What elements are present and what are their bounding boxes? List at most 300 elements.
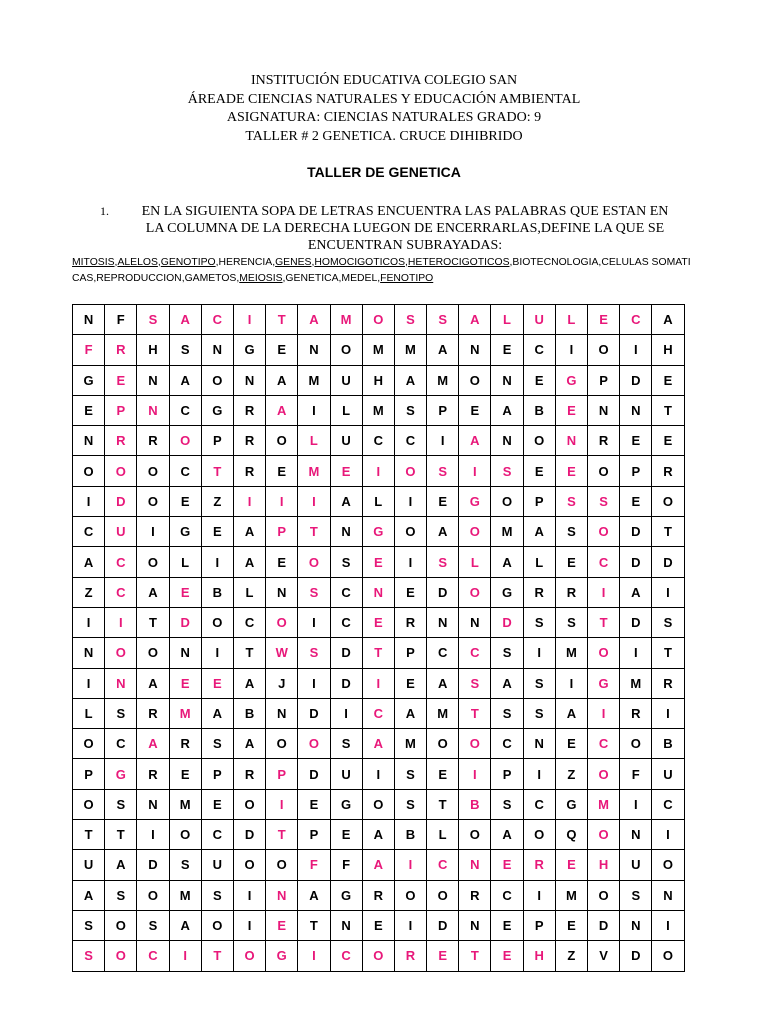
grid-cell: T — [652, 395, 684, 425]
grid-cell: A — [491, 668, 523, 698]
grid-cell: M — [588, 789, 620, 819]
grid-cell: I — [588, 698, 620, 728]
grid-cell: H — [523, 941, 555, 971]
grid-cell: S — [652, 607, 684, 637]
grid-cell: S — [555, 607, 587, 637]
grid-cell: O — [73, 729, 105, 759]
grid-cell: R — [233, 456, 265, 486]
grid-cell: P — [523, 910, 555, 940]
grid-cell: R — [588, 426, 620, 456]
grid-cell: O — [588, 456, 620, 486]
grid-cell: D — [588, 910, 620, 940]
underlined-word: MEIOSIS — [239, 272, 283, 284]
grid-cell: D — [427, 910, 459, 940]
grid-cell: R — [137, 426, 169, 456]
word-list-text: ,GENETICA,MEDEL, — [282, 272, 381, 284]
grid-row — [73, 577, 685, 607]
grid-cell: D — [620, 365, 652, 395]
grid-cell: E — [652, 426, 684, 456]
grid-cell: R — [652, 456, 684, 486]
grid-cell: E — [266, 547, 298, 577]
grid-cell: D — [620, 941, 652, 971]
grid-cell: T — [201, 456, 233, 486]
grid-cell: A — [233, 668, 265, 698]
grid-cell: N — [298, 335, 330, 365]
grid-cell: E — [555, 910, 587, 940]
grid-cell: G — [555, 365, 587, 395]
grid-cell: A — [105, 850, 137, 880]
grid-cell: R — [620, 698, 652, 728]
grid-cell: A — [169, 305, 201, 335]
grid-cell: E — [427, 941, 459, 971]
grid-cell: T — [459, 698, 491, 728]
grid-cell: M — [427, 698, 459, 728]
grid-cell: I — [233, 486, 265, 516]
grid-cell: Z — [555, 759, 587, 789]
grid-cell: O — [169, 820, 201, 850]
grid-cell: A — [427, 668, 459, 698]
grid-cell: H — [588, 850, 620, 880]
grid-cell: N — [588, 395, 620, 425]
grid-cell: N — [137, 395, 169, 425]
grid-cell: G — [169, 517, 201, 547]
grid-cell: O — [620, 729, 652, 759]
grid-row — [73, 789, 685, 819]
grid-cell: C — [330, 607, 362, 637]
grid-cell: P — [427, 395, 459, 425]
grid-cell: I — [652, 910, 684, 940]
grid-cell: D — [169, 607, 201, 637]
grid-cell: A — [137, 668, 169, 698]
grid-row — [73, 850, 685, 880]
grid-cell: O — [137, 638, 169, 668]
grid-cell: O — [362, 789, 394, 819]
grid-cell: O — [588, 759, 620, 789]
grid-cell: S — [201, 729, 233, 759]
grid-cell: I — [394, 486, 426, 516]
grid-cell: A — [330, 486, 362, 516]
grid-cell: A — [427, 335, 459, 365]
grid-cell: I — [523, 638, 555, 668]
grid-cell: U — [330, 365, 362, 395]
grid-cell: I — [298, 607, 330, 637]
grid-cell: T — [298, 910, 330, 940]
grid-cell: T — [427, 789, 459, 819]
grid-cell: C — [459, 638, 491, 668]
grid-cell: N — [652, 880, 684, 910]
grid-cell: R — [137, 698, 169, 728]
grid-cell: C — [362, 698, 394, 728]
grid-cell: G — [73, 365, 105, 395]
grid-cell: O — [588, 638, 620, 668]
grid-cell: G — [266, 941, 298, 971]
grid-cell: P — [201, 759, 233, 789]
grid-cell: N — [491, 365, 523, 395]
grid-cell: M — [169, 880, 201, 910]
grid-cell: R — [523, 577, 555, 607]
grid-row — [73, 486, 685, 516]
grid-cell: U — [330, 426, 362, 456]
grid-cell: I — [555, 668, 587, 698]
grid-cell: N — [491, 426, 523, 456]
grid-cell: I — [588, 577, 620, 607]
grid-cell: M — [555, 880, 587, 910]
grid-cell: I — [201, 638, 233, 668]
grid-cell: O — [298, 729, 330, 759]
grid-cell: C — [620, 305, 652, 335]
grid-cell: M — [427, 365, 459, 395]
grid-row — [73, 426, 685, 456]
grid-cell: N — [266, 880, 298, 910]
grid-cell: C — [362, 426, 394, 456]
grid-cell: N — [523, 729, 555, 759]
grid-cell: S — [394, 789, 426, 819]
word-list-text: , — [114, 257, 118, 268]
grid-cell: S — [298, 638, 330, 668]
word-list-text: ,HERENCIA, — [215, 257, 276, 268]
grid-cell: O — [459, 577, 491, 607]
grid-cell: N — [105, 668, 137, 698]
grid-cell: B — [394, 820, 426, 850]
grid-cell: E — [427, 486, 459, 516]
grid-cell: O — [137, 880, 169, 910]
grid-cell: N — [459, 607, 491, 637]
grid-cell: L — [362, 486, 394, 516]
underlined-word: ALELOS — [117, 257, 158, 268]
instruction — [100, 203, 700, 254]
grid-row — [73, 607, 685, 637]
grid-cell: T — [459, 941, 491, 971]
grid-cell: I — [137, 820, 169, 850]
grid-cell: R — [652, 668, 684, 698]
grid-cell: I — [73, 486, 105, 516]
grid-cell: Z — [73, 577, 105, 607]
grid-cell: E — [362, 547, 394, 577]
grid-cell: B — [459, 789, 491, 819]
grid-cell: A — [362, 820, 394, 850]
grid-cell: N — [620, 395, 652, 425]
grid-cell: E — [201, 668, 233, 698]
grid-cell: D — [427, 577, 459, 607]
grid-cell: S — [427, 456, 459, 486]
grid-row — [73, 910, 685, 940]
grid-cell: D — [137, 850, 169, 880]
grid-cell: D — [620, 517, 652, 547]
grid-cell: F — [620, 759, 652, 789]
grid-cell: S — [394, 395, 426, 425]
grid-cell: O — [588, 880, 620, 910]
grid-cell: I — [620, 789, 652, 819]
grid-cell: I — [233, 910, 265, 940]
grid-cell: O — [233, 941, 265, 971]
grid-cell: C — [201, 305, 233, 335]
grid-cell: L — [169, 547, 201, 577]
grid-cell: D — [330, 638, 362, 668]
grid-cell: I — [620, 335, 652, 365]
grid-cell: O — [201, 910, 233, 940]
grid-cell: B — [652, 729, 684, 759]
grid-cell: O — [459, 517, 491, 547]
grid-cell: L — [459, 547, 491, 577]
grid-cell: S — [459, 668, 491, 698]
grid-cell: G — [555, 789, 587, 819]
grid-cell: T — [73, 820, 105, 850]
grid-cell: R — [233, 395, 265, 425]
grid-cell: L — [523, 547, 555, 577]
grid-cell: S — [427, 305, 459, 335]
grid-cell: S — [201, 880, 233, 910]
grid-cell: N — [330, 910, 362, 940]
grid-cell: C — [105, 547, 137, 577]
grid-cell: A — [459, 305, 491, 335]
grid-cell: S — [427, 547, 459, 577]
grid-cell: V — [588, 941, 620, 971]
grid-cell: A — [523, 517, 555, 547]
grid-cell: E — [330, 456, 362, 486]
instruction-line: LA COLUMNA DE LA DERECHA LUEGON DE ENCERRARLAS,DEFINE LA QUE SE — [145, 221, 665, 236]
grid-cell: U — [105, 517, 137, 547]
grid-cell: O — [459, 729, 491, 759]
grid-cell: P — [73, 759, 105, 789]
grid-cell: I — [298, 395, 330, 425]
grid-cell: I — [298, 486, 330, 516]
grid-cell: O — [105, 456, 137, 486]
underlined-word: MITOSIS — [72, 257, 115, 268]
grid-cell: A — [362, 729, 394, 759]
grid-cell: C — [330, 577, 362, 607]
grid-cell: I — [266, 486, 298, 516]
grid-cell: E — [298, 789, 330, 819]
grid-cell: T — [298, 517, 330, 547]
grid-cell: E — [555, 456, 587, 486]
grid-cell: O — [201, 365, 233, 395]
grid-cell: C — [105, 577, 137, 607]
grid-cell: S — [394, 305, 426, 335]
grid-cell: N — [362, 577, 394, 607]
grid-cell: A — [137, 729, 169, 759]
grid-cell: U — [523, 305, 555, 335]
grid-cell: E — [330, 820, 362, 850]
grid-cell: O — [427, 729, 459, 759]
grid-cell: O — [330, 335, 362, 365]
grid-cell: C — [427, 850, 459, 880]
grid-cell: E — [491, 850, 523, 880]
header-line-school: INSTITUCIÓN EDUCATIVA COLEGIO SAN — [250, 73, 518, 88]
grid-cell: S — [491, 698, 523, 728]
grid-cell: C — [201, 820, 233, 850]
grid-cell: E — [266, 910, 298, 940]
grid-cell: O — [201, 607, 233, 637]
grid-cell: H — [362, 365, 394, 395]
grid-cell: A — [298, 880, 330, 910]
word-list-text: , — [405, 257, 408, 268]
grid-cell: E — [555, 850, 587, 880]
grid-cell: P — [298, 820, 330, 850]
grid-cell: N — [233, 365, 265, 395]
grid-cell: M — [362, 335, 394, 365]
grid-cell: G — [233, 335, 265, 365]
grid-cell: O — [459, 820, 491, 850]
grid-cell: P — [523, 486, 555, 516]
word-list — [72, 255, 698, 286]
grid-cell: O — [394, 456, 426, 486]
instruction-line: EN LA SIGUIENTA SOPA DE LETRAS ENCUENTRA LAS PALABRAS QUE ESTAN EN — [141, 204, 669, 219]
grid-cell: L — [427, 820, 459, 850]
grid-cell: O — [105, 910, 137, 940]
grid-cell: G — [330, 789, 362, 819]
grid-cell: C — [137, 941, 169, 971]
grid-cell: O — [137, 486, 169, 516]
grid-cell: O — [652, 941, 684, 971]
grid-cell: D — [620, 547, 652, 577]
instruction-line: ENCUENTRAN SUBRAYADAS: — [307, 238, 503, 253]
grid-cell: G — [362, 517, 394, 547]
grid-cell: Z — [201, 486, 233, 516]
grid-row — [73, 880, 685, 910]
grid-cell: S — [330, 729, 362, 759]
grid-cell: A — [73, 880, 105, 910]
grid-cell: M — [394, 335, 426, 365]
grid-cell: I — [201, 547, 233, 577]
grid-cell: A — [201, 698, 233, 728]
grid-cell: C — [73, 517, 105, 547]
grid-cell: I — [394, 910, 426, 940]
grid-cell: I — [233, 880, 265, 910]
grid-cell: R — [137, 759, 169, 789]
grid-cell: R — [169, 729, 201, 759]
underlined-word: FENOTIPO — [380, 272, 434, 284]
grid-cell: A — [73, 547, 105, 577]
grid-cell: O — [266, 607, 298, 637]
grid-cell: S — [620, 880, 652, 910]
grid-cell: I — [459, 456, 491, 486]
word-list-text: ,BIOTECNOLOGIA,CELULAS SOMATICAS,REPRODUCCION,GAMETOS, — [72, 257, 691, 284]
grid-cell: U — [620, 850, 652, 880]
grid-cell: T — [588, 607, 620, 637]
grid-cell: I — [652, 820, 684, 850]
instruction-number: 1. — [100, 204, 109, 218]
grid-cell: D — [298, 759, 330, 789]
grid-cell: W — [266, 638, 298, 668]
grid-cell: E — [523, 456, 555, 486]
grid-cell: O — [588, 517, 620, 547]
grid-row — [73, 517, 685, 547]
header-line-area: ÁREADE CIENCIAS NATURALES Y EDUCACIÓN AMBIENTAL — [187, 91, 581, 107]
grid-cell: C — [233, 607, 265, 637]
grid-cell: M — [169, 698, 201, 728]
grid-cell: I — [298, 941, 330, 971]
grid-row — [73, 365, 685, 395]
grid-cell: Q — [555, 820, 587, 850]
word-list-text: , — [311, 257, 315, 268]
grid-cell: I — [169, 941, 201, 971]
grid-cell: A — [233, 547, 265, 577]
grid-cell: O — [105, 638, 137, 668]
grid-cell: E — [427, 759, 459, 789]
grid-cell: A — [491, 395, 523, 425]
grid-cell: D — [620, 607, 652, 637]
grid-cell: S — [491, 789, 523, 819]
grid-cell: I — [266, 789, 298, 819]
grid-cell: B — [233, 698, 265, 728]
grid-cell: D — [330, 668, 362, 698]
grid-cell: C — [394, 426, 426, 456]
grid-row — [73, 820, 685, 850]
grid-cell: I — [73, 607, 105, 637]
grid-cell: P — [266, 759, 298, 789]
grid-cell: I — [459, 759, 491, 789]
grid-cell: L — [555, 305, 587, 335]
grid-cell: G — [459, 486, 491, 516]
grid-cell: F — [73, 335, 105, 365]
grid-cell: S — [137, 910, 169, 940]
grid-cell: G — [330, 880, 362, 910]
grid-cell: T — [266, 305, 298, 335]
grid-cell: R — [105, 426, 137, 456]
grid-cell: A — [555, 698, 587, 728]
grid-cell: S — [330, 547, 362, 577]
underlined-word: GENOTIPO — [160, 257, 216, 268]
grid-cell: M — [362, 395, 394, 425]
grid-row — [73, 668, 685, 698]
grid-cell: M — [330, 305, 362, 335]
grid-cell: C — [523, 335, 555, 365]
grid-cell: N — [620, 910, 652, 940]
grid-cell: D — [298, 698, 330, 728]
grid-cell: N — [169, 638, 201, 668]
grid-cell: C — [330, 941, 362, 971]
grid-cell: L — [330, 395, 362, 425]
grid-cell: F — [298, 850, 330, 880]
grid-cell: D — [652, 547, 684, 577]
grid-cell: E — [169, 668, 201, 698]
grid-cell: L — [491, 305, 523, 335]
grid-cell: O — [73, 456, 105, 486]
grid-cell: T — [137, 607, 169, 637]
grid-row — [73, 456, 685, 486]
grid-cell: A — [298, 305, 330, 335]
header-line-workshop: TALLER # 2 GENETICA. CRUCE DIHIBRIDO — [245, 128, 523, 144]
grid-cell: O — [233, 850, 265, 880]
grid-cell: I — [137, 517, 169, 547]
grid-cell: S — [137, 305, 169, 335]
grid-cell: I — [105, 607, 137, 637]
grid-cell: I — [73, 668, 105, 698]
grid-cell: E — [491, 335, 523, 365]
grid-cell: N — [620, 820, 652, 850]
grid-cell: L — [233, 577, 265, 607]
grid-cell: E — [169, 759, 201, 789]
grid-cell: A — [427, 517, 459, 547]
grid-cell: N — [459, 850, 491, 880]
grid-cell: M — [620, 668, 652, 698]
grid-cell: P — [105, 395, 137, 425]
grid-cell: S — [555, 517, 587, 547]
grid-cell: O — [394, 517, 426, 547]
header-line-subject: ASIGNATURA: CIENCIAS NATURALES GRADO: 9 — [226, 110, 542, 125]
grid-cell: C — [105, 729, 137, 759]
grid-cell: T — [652, 638, 684, 668]
grid-cell: I — [394, 547, 426, 577]
grid-cell: O — [266, 850, 298, 880]
grid-cell: O — [73, 789, 105, 819]
grid-cell: I — [362, 668, 394, 698]
grid-row — [73, 941, 685, 971]
grid-cell: O — [588, 820, 620, 850]
grid-cell: O — [105, 941, 137, 971]
grid-cell: M — [394, 729, 426, 759]
grid-cell: U — [73, 850, 105, 880]
